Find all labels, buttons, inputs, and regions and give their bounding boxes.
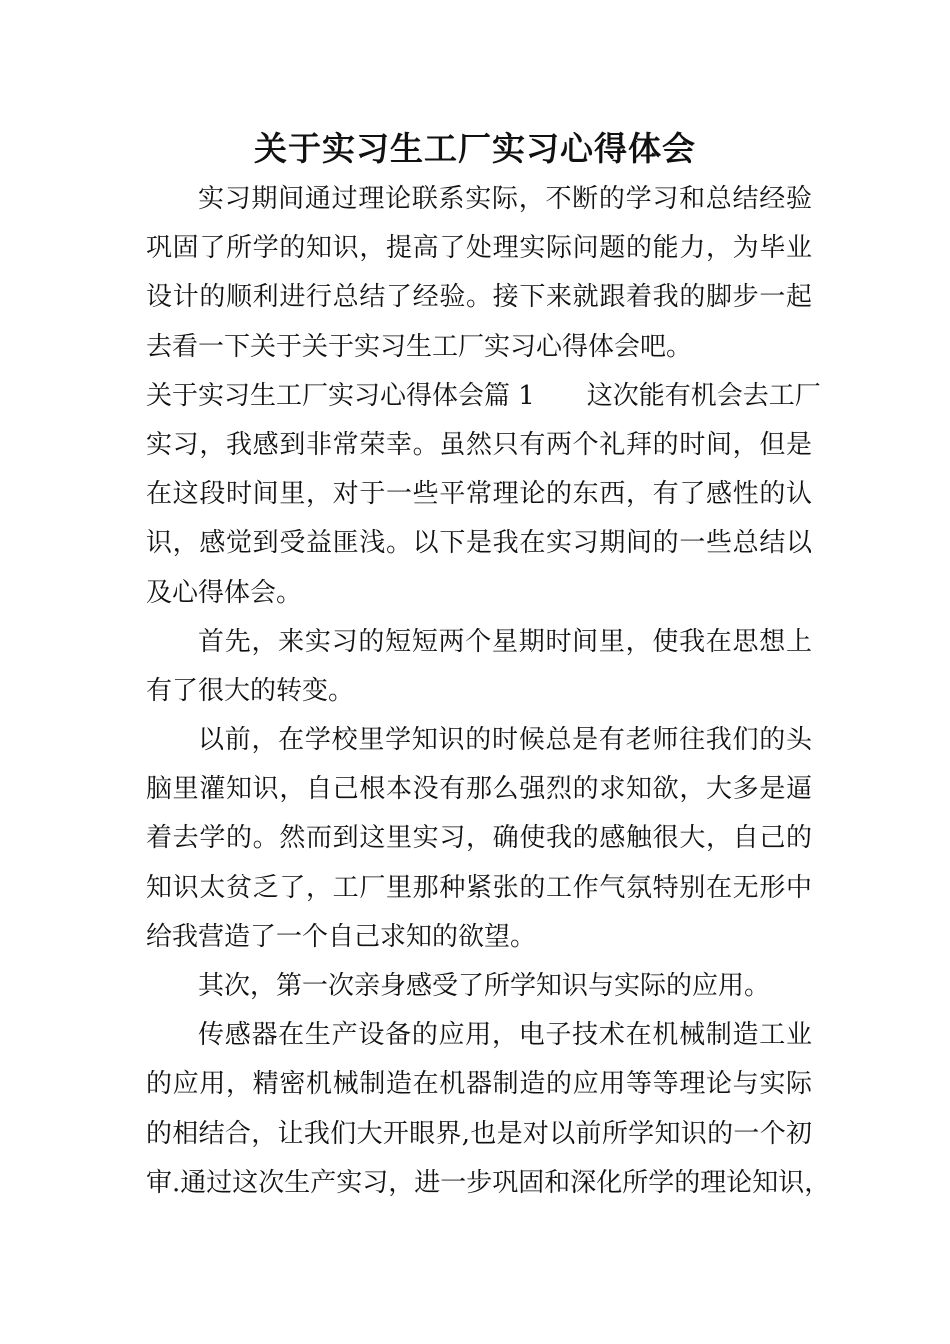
text-line: 有了很大的转变。 [146, 675, 355, 706]
section-heading-line: 关于实习生工厂实习心得体会篇 1 这次能有机会去工厂 [146, 380, 821, 411]
text-line: 传感器在生产设备的应用，电子技术在机械制造工业 [198, 1020, 812, 1051]
text-line: 以前，在学校里学知识的时候总是有老师往我们的头 [198, 725, 812, 756]
paragraph-second-point [146, 962, 812, 1011]
document-body [146, 175, 831, 1208]
paragraph-section-1 [146, 372, 821, 618]
paragraph-first-point [146, 618, 812, 716]
text-line: 去看一下关于关于实习生工厂实习心得体会吧。 [146, 331, 693, 362]
paragraph-applications [146, 1011, 831, 1208]
text-line: 的应用，精密机械制造在机器制造的应用等等理论与实际 [146, 1069, 812, 1100]
text-line: 在这段时间里，对于一些平常理论的东西，有了感性的认 [146, 479, 812, 510]
text-line: 实习，我感到非常荣幸。虽然只有两个礼拜的时间，但是 [146, 429, 812, 460]
text-line: 脑里灌知识，自己根本没有那么强烈的求知欲，大多是逼 [146, 774, 812, 805]
text-line: 其次，第一次亲身感受了所学知识与实际的应用。 [198, 971, 771, 1001]
document-title: 关于实习生工厂实习心得体会 [254, 129, 696, 168]
text-line: 首先，来实习的短短两个星期时间里，使我在思想上 [198, 626, 812, 657]
text-line: 的相结合，让我们大开眼界,也是对以前所学知识的一个初 [146, 1118, 812, 1149]
text-line: 设计的顺利进行总结了经验。接下来就跟着我的脚步一起 [146, 282, 812, 313]
paragraph-past-learning [146, 716, 812, 962]
text-line: 巩固了所学的知识，提高了处理实际问题的能力，为毕业 [146, 233, 812, 264]
text-line: 审.通过这次生产实习，进一步巩固和深化所学的理论知识， [146, 1167, 831, 1198]
text-line: 知识太贫乏了，工厂里那种紧张的工作气氛特别在无形中 [146, 872, 812, 903]
text-line: 给我营造了一个自己求知的欲望。 [146, 921, 537, 952]
text-line: 实习期间通过理论联系实际，不断的学习和总结经验 [198, 184, 812, 214]
text-line: 着去学的。然而到这里实习，确使我的感触很大，自己的 [146, 823, 812, 854]
text-line: 及心得体会。 [146, 577, 303, 608]
text-line: 识，感觉到受益匪浅。以下是我在实习期间的一些总结以 [146, 528, 812, 559]
paragraph-intro [146, 175, 812, 372]
